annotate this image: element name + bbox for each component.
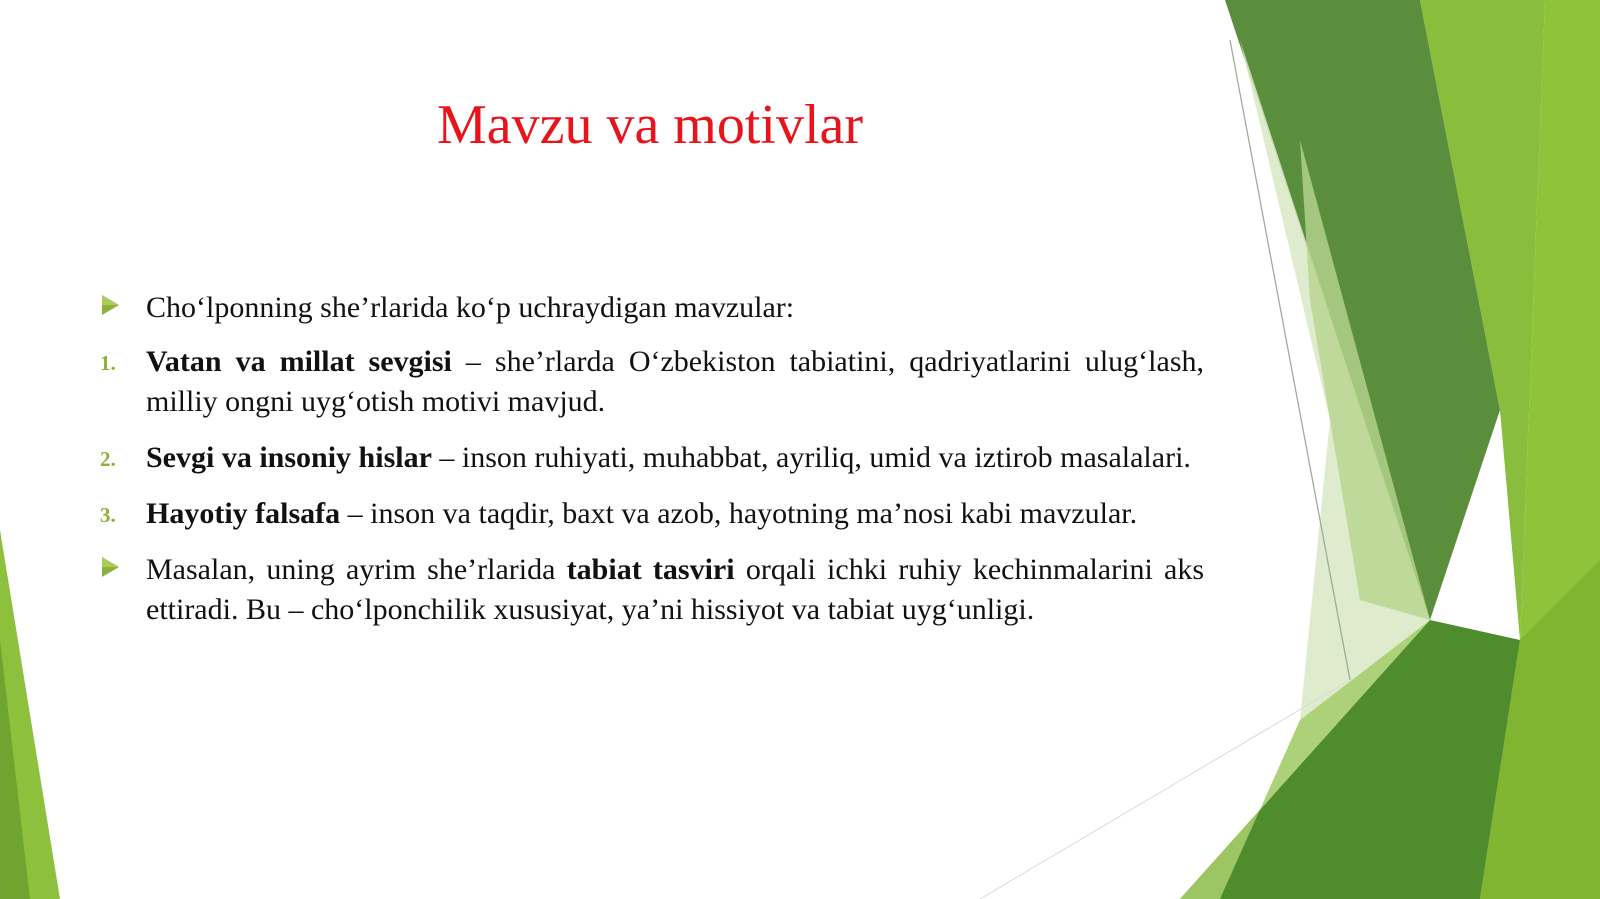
- closing-text-after: orqali ichki ruhiy kechinmalarini aks ettiradi. Bu – cho‘lponchilik xususiyat, ya’ni hissiyot va tabiat uyg‘unligi.: [146, 553, 1205, 626]
- list-item-heading: Hayotiy falsafa: [146, 497, 341, 530]
- list-item-text: – she’rlarda O‘zbekiston tabiatini, qadriyatlarini ulug‘lash, milliy ongni uyg‘otish motivi mavjud.: [146, 345, 1205, 418]
- list-item-heading: Sevgi va insoniy hislar: [146, 441, 432, 474]
- list-item-1: [100, 342, 1204, 422]
- closing-text-bold: tabiat tasviri: [566, 553, 735, 586]
- list-number: 3.: [100, 503, 116, 527]
- triangle-arrow-bullet-icon: [100, 556, 120, 578]
- list-number: 2.: [100, 447, 116, 471]
- list-item-heading: Vatan va millat sevgisi: [146, 345, 452, 378]
- triangle-arrow-bullet-icon: [100, 294, 120, 316]
- list-item-3: [100, 494, 1204, 534]
- bullet-closing: [100, 550, 1204, 630]
- list-item-text: – inson ruhiyati, muhabbat, ayriliq, umid va iztirob masalalari.: [431, 441, 1191, 474]
- bullet-intro: [100, 288, 1204, 328]
- slide-body: [100, 288, 1204, 646]
- closing-text-before: Masalan, uning ayrim she’rlarida: [146, 553, 567, 586]
- intro-text: Cho‘lponning she’rlarida ko‘p uchraydigan mavzular:: [146, 291, 795, 324]
- list-item-2: [100, 438, 1204, 478]
- list-item-text: – inson va taqdir, baxt va azob, hayotning ma’nosi kabi mavzular.: [340, 497, 1138, 530]
- slide-title: Mavzu va motivlar: [436, 94, 864, 156]
- list-number: 1.: [100, 351, 116, 375]
